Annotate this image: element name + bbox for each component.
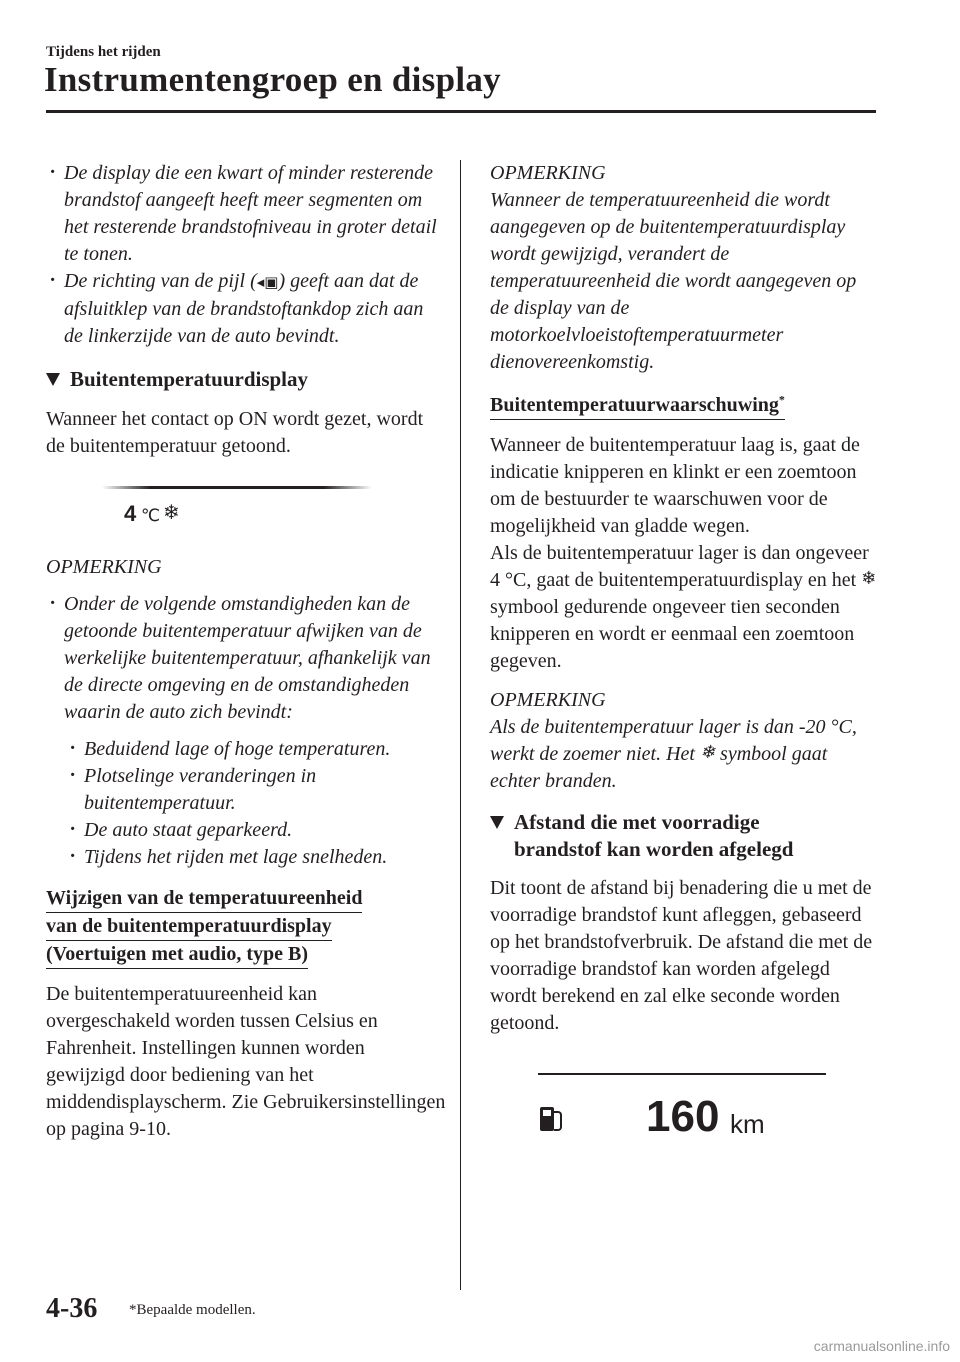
para-outside-temp: Wanneer het contact op ON wordt gezet, wordt de buitentemperatuur getoond. — [46, 408, 424, 457]
note-intro: · Onder de volgende omstandigheden kan de getoonde buitentemperatuur afwijken van de werkelijke buitentemperatuur, afhankelijk van de directe omgeving en de omstandigheden waarin de auto zich bevindt: — [46, 591, 446, 726]
display-rule — [538, 1073, 826, 1075]
header-rule — [46, 110, 876, 113]
heading-line: (Voertuigen met audio, type B) — [46, 942, 308, 969]
range-unit: km — [730, 1109, 765, 1139]
list-item: · Tijdens het rijden met lage snelheden. — [46, 844, 446, 871]
right-column — [490, 160, 880, 1143]
note-sublist — [46, 736, 446, 871]
heading-line: van de buitentemperatuurdisplay — [46, 914, 332, 941]
para-warning-2: Als de buitentemperatuur lager is dan ongeveer 4 °C, gaat de buitentemperatuurdisplay en het ❄ symbool gedurende ongeveer tien seconden knipperen en wordt er eenmaal een zoemtoon gegeven. — [490, 542, 877, 672]
bullet-fuel-arrow: · De richting van de pijl (◂▣) geeft aan dat de afsluitklep van de brandstoftankdop zich aan de linkerzijde van de auto bevindt. — [46, 268, 446, 350]
list-item: · De auto staat geparkeerd. — [46, 817, 446, 844]
note-label: OPMERKING — [46, 556, 162, 578]
footnote: *Bepaalde modellen. — [129, 1302, 256, 1318]
para-warning-1: Wanneer de buitentemperatuur laag is, gaat de indicatie knipperen en klinkt er een zoemtoon om de bestuurder te waarschuwen voor de mogelijkheid van gladde wegen. — [490, 434, 860, 537]
triangle-marker-icon — [490, 816, 504, 829]
list-item: · Plotselinge veranderingen in buitentemperatuur. — [46, 763, 446, 817]
display-bezel — [102, 486, 372, 489]
watermark: carmanualsonline.info — [813, 1338, 950, 1354]
note1-text: Wanneer de temperatuureenheid die wordt aangegeven op de buitentemperatuurdisplay wordt gewijzigd, verandert de temperatuureenheid die wordt aangegeven op de display van de motorkoelvloeistoftemperatuurmeter dienovereenkomstig. — [490, 189, 857, 373]
note2-label: OPMERKING — [490, 689, 606, 711]
fuel-pump-icon — [540, 1105, 562, 1133]
left-column — [46, 160, 446, 1143]
heading-outside-temp: Buitentemperatuurdisplay — [46, 366, 446, 393]
list-item: · Beduidend lage of hoge temperaturen. — [46, 736, 446, 763]
fuel-arrow-icon: ◂▣ — [256, 274, 279, 291]
note2-text: Als de buitentemperatuur lager is dan -20 °C, werkt de zoemer niet. Het ❄ symbool gaat echter branden. — [490, 716, 857, 792]
display-temp-unit: ℃ — [141, 506, 161, 525]
snowflake-icon: ❄ — [861, 568, 877, 588]
para-range: Dit toont de afstand bij benadering die u met de voorradige brandstof kunt afleggen, gebaseerd op het brandstofverbruik. De afstand die met de voorradige brandstof kan worden afgelegd wordt berekend en zal elke seconde worden getoond. — [490, 877, 873, 1034]
para-change-unit: De buitentemperatuureenheid kan overgeschakeld worden tussen Celsius en Fahrenheit. Instellingen kunnen worden gewijzigd door bediening van het middendisplayscherm. Zie Gebruikersinstellingen op pagina 9-10. — [46, 983, 446, 1140]
heading-temp-warning: Buitentemperatuurwaarschuwing* — [490, 392, 880, 420]
heading-range: Afstand die met voorradige brandstof kan worden afgelegd — [490, 809, 880, 863]
snowflake-icon: ❄ — [163, 502, 180, 524]
bullet-fuel-segments: · De display die een kwart of minder resterende brandstof aangeeft heeft meer segmenten om het resterende brandstofniveau in groter detail te tonen. — [46, 160, 446, 268]
note1-label: OPMERKING — [490, 162, 606, 184]
display-temp-value: 4 — [124, 501, 137, 526]
temp-display-figure — [46, 474, 446, 534]
triangle-marker-icon — [46, 373, 60, 386]
section-label: Tijdens het rijden — [46, 44, 161, 60]
range-value: 160 — [646, 1092, 720, 1141]
heading-change-unit — [46, 885, 446, 969]
heading-line: Wijzigen van de temperatuureenheid — [46, 886, 362, 913]
column-divider — [460, 160, 461, 1290]
snowflake-icon: ❄ — [699, 742, 716, 762]
page-title: Instrumentengroep en display — [44, 60, 501, 99]
page-number: 4-36 — [46, 1293, 98, 1324]
range-display-figure — [490, 1053, 880, 1143]
